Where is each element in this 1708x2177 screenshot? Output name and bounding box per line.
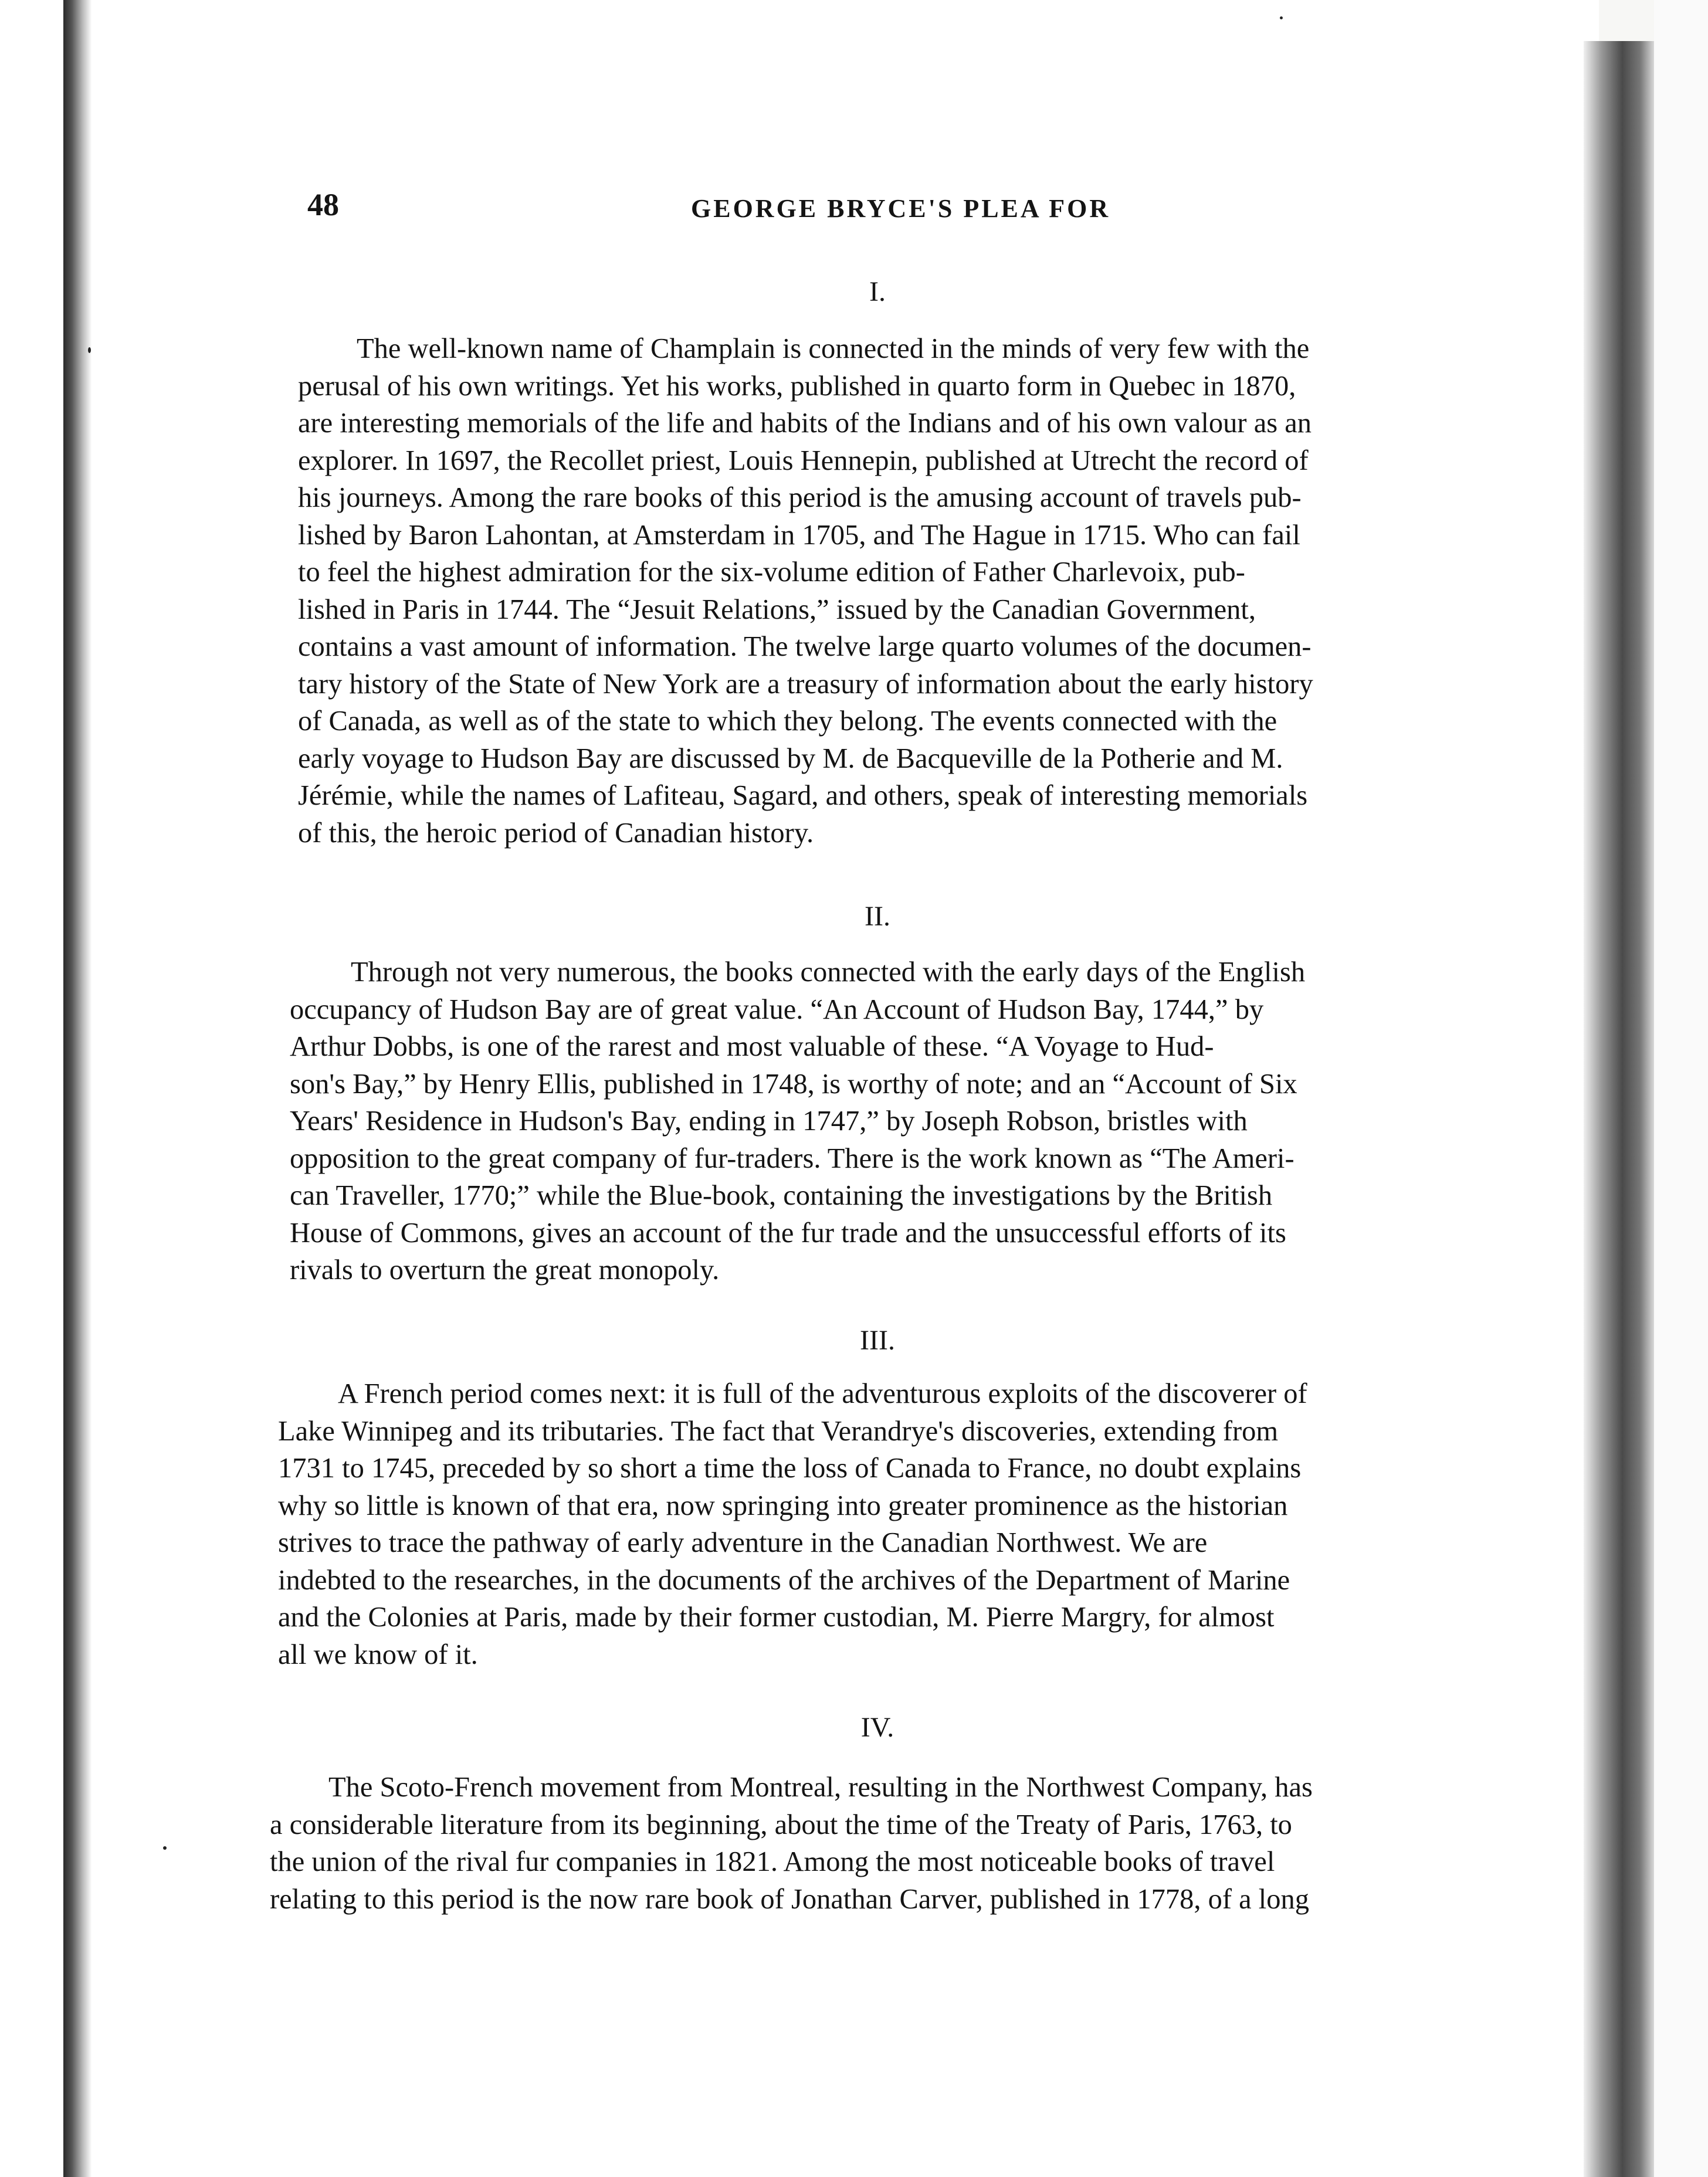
text-line: Lake Winnipeg and its tributaries. The fact that Verandrye's discoveries, extending from xyxy=(278,1415,1279,1447)
text-line: why so little is known of that era, now springing into greater prominence as the historian xyxy=(278,1490,1288,1521)
text-line: The well-known name of Champlain is connected in the minds of very few with the xyxy=(357,333,1310,364)
text-line: all we know of it. xyxy=(278,1639,478,1670)
text-line: Jérémie, while the names of Lafiteau, Sagard, and others, speak of interesting memorials xyxy=(298,780,1308,811)
text-line: strives to trace the pathway of early adventure in the Canadian Northwest. We are xyxy=(278,1527,1208,1558)
right-margin xyxy=(1654,0,1708,2177)
text-line: rivals to overturn the great monopoly. xyxy=(290,1254,720,1286)
running-head: GEORGE BRYCE'S PLEA FOR xyxy=(691,194,1111,223)
text-line: to feel the highest admiration for the six-volume edition of Father Charlevoix, pub- xyxy=(298,557,1245,588)
scan-speck xyxy=(163,1846,167,1850)
text-line: explorer. In 1697, the Recollet priest, Louis Hennepin, published at Utrecht the record of xyxy=(298,445,1309,476)
text-line: Through not very numerous, the books connected with the early days of the English xyxy=(351,957,1306,988)
text-line: perusal of his own writings. Yet his works, published in quarto form in Quebec in 1870, xyxy=(298,370,1296,402)
text-line: lished by Baron Lahontan, at Amsterdam in 1705, and The Hague in 1715. Who can fail xyxy=(298,519,1300,551)
text-line: son's Bay,” by Henry Ellis, published in 1748, is worthy of note; and an “Account of Six xyxy=(290,1068,1297,1100)
section-2-paragraph xyxy=(290,954,1438,1289)
text-line: tary history of the State of New York are a treasury of information about the early history xyxy=(298,668,1313,700)
text-line: occupancy of Hudson Bay are of great value. “An Account of Hudson Bay, 1744,” by xyxy=(290,993,1264,1025)
text-line: and the Colonies at Paris, made by their former custodian, M. Pierre Margry, for almost xyxy=(278,1602,1275,1633)
section-heading-2: II. xyxy=(865,901,890,932)
section-heading-1: I. xyxy=(869,276,886,307)
text-line: lished in Paris in 1744. The “Jesuit Relations,” issued by the Canadian Government, xyxy=(298,594,1256,625)
text-line: of Canada, as well as of the state to which they belong. The events connected with the xyxy=(298,706,1277,737)
text-line: are interesting memorials of the life and habits of the Indians and of his own valour as an xyxy=(298,408,1312,439)
text-line: Arthur Dobbs, is one of the rarest and most valuable of these. “A Voyage to Hud- xyxy=(290,1031,1214,1062)
text-line: 1731 to 1745, preceded by so short a time the loss of Canada to France, no doubt explains xyxy=(278,1453,1302,1484)
text-line: can Traveller, 1770;” while the Blue-book, containing the investigations by the British xyxy=(290,1180,1273,1211)
section-1-paragraph xyxy=(298,330,1448,852)
section-heading-4: IV. xyxy=(860,1712,894,1743)
text-line: Years' Residence in Hudson's Bay, ending in 1747,” by Joseph Robson, bristles with xyxy=(290,1106,1248,1137)
page-number: 48 xyxy=(307,187,339,222)
page-edge-shadow-right xyxy=(1584,41,1654,2177)
text-line: early voyage to Hudson Bay are discussed by M. de Bacqueville de la Potherie and M. xyxy=(298,742,1283,774)
text-line: House of Commons, gives an account of the fur trade and the unsuccessful efforts of its xyxy=(290,1217,1286,1249)
section-3-paragraph xyxy=(278,1375,1428,1673)
section-heading-3: III. xyxy=(860,1325,895,1356)
text-line: the union of the rival fur companies in 1821. Among the most noticeable books of travel xyxy=(270,1846,1275,1877)
text-line: indebted to the researches, in the documents of the archives of the Department of Marine xyxy=(278,1564,1290,1596)
text-line: The Scoto-French movement from Montreal, resulting in the Northwest Company, has xyxy=(328,1772,1313,1803)
scan-speck xyxy=(88,347,91,353)
binding-shadow-left xyxy=(63,0,92,2177)
text-line: contains a vast amount of information. The twelve large quarto volumes of the documen- xyxy=(298,631,1312,662)
text-line: relating to this period is the now rare book of Jonathan Carver, published in 1778, of a long xyxy=(270,1883,1309,1915)
text-line: of this, the heroic period of Canadian history. xyxy=(298,817,814,849)
text-line: his journeys. Among the rare books of this period is the amusing account of travels pub- xyxy=(298,482,1302,513)
section-4-paragraph xyxy=(270,1769,1422,1918)
text-line: A French period comes next: it is full of the adventurous exploits of the discoverer of xyxy=(338,1378,1307,1409)
scan-speck xyxy=(1280,16,1283,19)
text-line: opposition to the great company of fur-traders. There is the work known as “The Ameri- xyxy=(290,1142,1294,1174)
text-line: a considerable literature from its beginning, about the time of the Treaty of Paris, 1763, to xyxy=(270,1809,1292,1840)
